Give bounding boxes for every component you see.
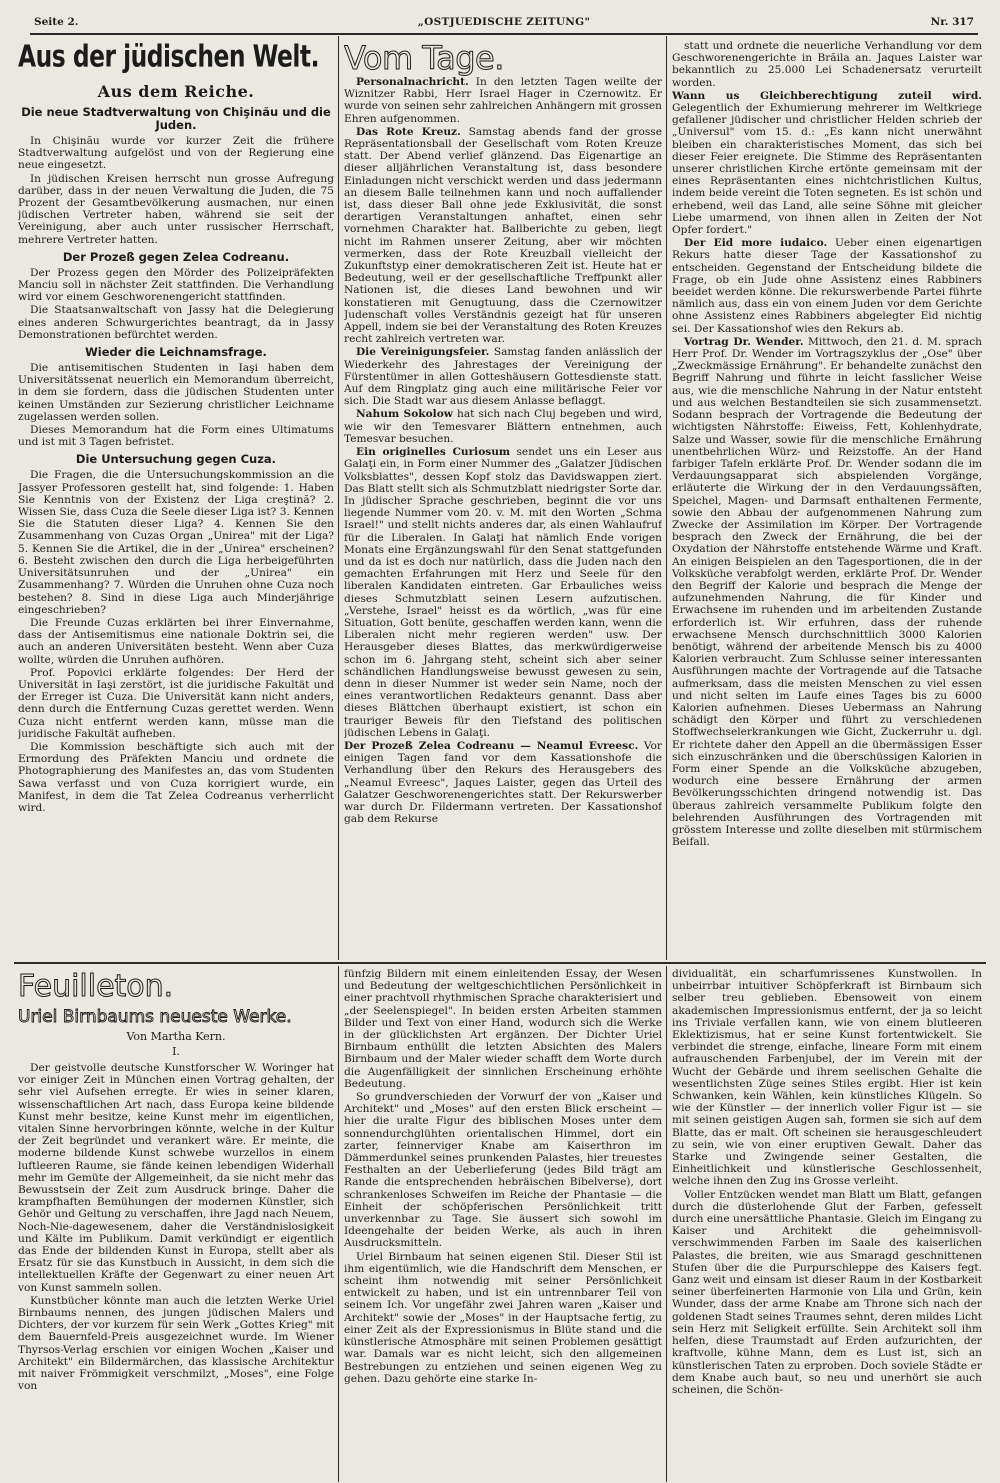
news-item	[344, 740, 662, 825]
news-item	[672, 40, 982, 89]
column-rule-4	[666, 966, 667, 1482]
column-3	[672, 40, 982, 960]
news-item-lead: Ein originelles Curiosum	[356, 446, 511, 459]
feuilleton-col1-text	[18, 1062, 334, 1392]
article-paragraph: In Chişinău wurde vor kurzer Zeit die frühere Stadtverwaltung aufgelöst und von der Regierung eine neue eingesetzt.	[18, 135, 334, 172]
column-rule-3	[338, 966, 339, 1482]
news-item-text: In den letzten Tagen weilte der Wiznitzer Rabbi, Herr Israel Hager in Czernowitz. Er wurde von seinen sehr zahlreichen Anhängern mit grossen Ehren aufgenommen.	[344, 76, 662, 125]
feuilleton-author: Von Martha Kern.	[126, 1030, 226, 1043]
section-title-vom-tage: Vom Tage.	[344, 40, 504, 77]
news-item-text: Samstag fanden anlässlich der Wiederkehr des Jahrestages der Vereinigung der Fürstentümer in allen Gotteshäusern Gottesdienste statt. Auf dem Ringplatz ging auch eine militärische Feier vor sich. Die Stadt war aus diesem Anlasse beflaggt.	[344, 346, 662, 408]
column-vom-tage	[344, 40, 662, 960]
news-item-lead: Personalnachricht.	[356, 76, 469, 88]
page-header	[34, 16, 974, 32]
article-paragraph: Prof. Popovici erklärte folgendes: Der Herd der Universität in Iaşi zerstört, ist die juridische Fakultät und der Erreger ist Cuza. Die Universität kann nicht anders, denn durch die Entfernung Cuzas gerettet werden. Wenn Cuza nicht entfernt werden kann, müsse man die juridische Fakultät aufheben.	[18, 666, 334, 740]
news-item-text: Mittwoch, den 21. d. M. sprach Herr Prof. Dr. Wender im Vortragszyklus der „Ose" über „Zweckmässige Ernährung". Er behandelte zunächst den Begriff Nahrung und führte in leicht fasslicher Weise aus, wie die menschliche Nahrung in der Natur entsteht und aus welchen Bestandteilen sie sich zusammensetzt. Sodann besprach der Vortragende die Bedeutung der wichtigsten Nährstoffe: Eiweiss, Fett, Kohlenhydrate, Salze und Wasser, sowie für die menschliche Ernährung unentbehrlichen Würz- und Reizstoffe. An der Hand farbiger Tafeln erklärte Prof. Dr. Wender sodann die im Verdauungsapparat sich abspielenden Vorgänge, erläuterte die Wirkung der in den Verdauungssäften, Speichel, Magen- und Darmsaft enthaltenen Fermente, sowie den Abbau der aufgenommenen Nahrung zum Zwecke der Assimilation im Körper. Der Vortragende besprach den Zweck der Ernährung, die bei der Oxydation der Nährstoffe entstehende Wärme und Kraft. An einigen Beispielen an den Tagesportionen, die in der Volksküche verabfolgt werden, erklärte Prof. Dr. Wender den Begriff der Kalorie und besprach die Menge der aufzunehmenden Nahrung, die für Kinder und Erwachsene im ruhenden und im arbeitenden Zustande erforderlich ist. Wir erfuhren, dass der ruhende erwachsene Mensch durchschnittlich 3000 Kalorien benötigt, während der arbeitende Mensch bis zu 4000 Kalorien verbraucht. Zum Schlusse seiner interessanten Ausführungen machte der Vortragende auf die Tatsache aufmerksam, dass die meisten Menschen zu viel essen und nicht selten im Laufe eines Tages bis zu 6000 Kalorien aufnehmen. Dieses Uebermass an Nahrung schädigt den Körper und führt zu verschiedenen Stoffwechselerkrankungen wie Gicht, Zuckerruhr u. dgl. Er richtete daher den Appell an die übermässigen Esser sich einzuschränken und die überschüssigen Kalorien in Form einer Spende an die Volksküche abzugeben, wodurch eine bessere Ernährung der armen Bevölkerungsschichten dringend notwendig ist. Das überaus zahlreich versammelte Publikum folgte den belehrenden Ausführungen des Vortragenden mit grösstem Interesse und zollte dieselben mit stürmischem Beifall.	[672, 335, 982, 849]
news-item-lead: Der Eid more iudaico.	[684, 237, 828, 250]
feuilleton-paragraph: dividualität, ein scharfumrissenes Kunstwollen. In unbeirrbar intuitiver Schöpferkraft ist Birnbaum sich selber treu geblieben. Ebensoweit von einem akademischen Impressionismus entfernt, der ja so leicht ins Triviale verfallen kann, wie von einem blutleeren Eklektizismus, hat er seine Kunst fortentwickelt. Sie verbindet die strenge, einfache, lineare Form mit einem aufrauschenden Farbenjubel, der im Verein mit der Wucht der Gebärde und ihrem seelischen Gehalte die wesentlichsten Züge seines Stiles ergibt. Hier ist kein Schwanken, kein Wählen, kein künstliches Klügeln. So wie der Künstler — der innerlich voller Figur ist — sie mit seinen geistigen Augen sah, formen sie sich auf dem Blatte, das er malt. Oft scheinen sie herausgeschleudert zu sein, wie von einer eruptiven Gewalt. Daher das Starke und Zwingende seiner Gestalten, die Einheitlichkeit und künstlerische Geschlossenheit, welche ihnen den Zug ins Grosse verleiht.	[672, 968, 982, 1188]
news-item	[344, 408, 662, 445]
article-paragraph: Die antisemitischen Studenten in Iaşi haben dem Universitätssenat neuerlich ein Memorandum überreicht, in dem sie fordern, dass die jüdischen Studenten unter keinen Umständen zur Sezierung christlicher Leichname zugelassen werden sollen.	[18, 362, 334, 423]
col2-items	[344, 76, 662, 825]
feuilleton-paragraph: So grundverschieden der Vorwurf der von „Kaiser und Architekt" und „Moses" auf den ersten Blick erscheint — hier die uralte Figur des biblischen Moses unter dem sonnendurchglühten orientalischen Himmel, dort ein zarter, feinnerviger Knabe am Kaiserthron im Dämmerdunkel seines prunkenden Palastes, hier treuestes Festhalten an der Ueberlieferung (jedes Bild trägt am Rande die entsprechenden hebräischen Bibelverse), dort schrankenloses Schweifen im Reiche der Phantasie — die Einheit der schöpferischen Persönlichkeit tritt unverkennbar zu Tage. Sie äussert sich sowohl im Ideengehalte der beiden Werke, als auch in ihren Ausdrucksmitteln.	[344, 1091, 662, 1250]
news-item	[344, 346, 662, 407]
article-title: Die Untersuchung gegen Cuza.	[75, 452, 277, 467]
news-item-lead: Der Prozeß Zelea Codreanu — Neamul Evreesc.	[344, 739, 639, 752]
news-item	[672, 237, 982, 335]
feuilleton-rule	[14, 962, 986, 964]
news-item-lead: Die Vereinigungsfeier.	[356, 346, 490, 359]
news-item-lead: Vortrag Dr. Wender.	[684, 335, 804, 348]
news-item-text: statt und ordnete die neuerliche Verhandlung vor dem Geschworenengerichte in Brăila an. Jaques Laister war bekanntlich zu 25.000 Lei Schadenersatz verurteilt worden.	[672, 40, 982, 89]
feuilleton-col-1	[18, 968, 334, 1480]
article-paragraph: Der Prozess gegen den Mörder des Polizeipräfekten Manciu soll in nächster Zeit stattfinden. Die Verhandlung wird vor einem Geschworenengericht stattfinden.	[18, 266, 334, 304]
article-title: Wieder die Leichnamsfrage.	[85, 345, 267, 360]
page-number: Seite 2.	[34, 16, 79, 28]
article-paragraph: Dieses Memorandum hat die Form eines Ultimatums und ist mit 3 Tagen befristet.	[18, 424, 334, 449]
col3-items	[672, 40, 982, 848]
article-title: Der Prozeß gegen Zelea Codreanu.	[62, 249, 290, 264]
header-rule	[30, 33, 978, 35]
feuilleton-paragraph: Uriel Birnbaum hat seinen eigenen Stil. Dieser Stil ist ihm eigentümlich, wie die Handschrift dem Menschen, er scheint ihm notwendig mit seiner Persönlichkeit entwickelt zu haben, und ist ein untrennbarer Teil von seinem Ich. Vor ungefähr zwei Jahren waren „Kaiser und Architekt" sowie der „Moses" in der Hauptsache fertig, zu einer Zeit als der Expressionismus in Blüte stand und die künstlerische Atmosphäre mit seinen Problemen gesättigt war. Damals war es nicht leicht, sich den allgemeinen Bestrebungen zu entziehen und seinen eigenen Weg zu gehen. Dazu gehörte eine starke In-	[344, 1250, 662, 1385]
feuilleton-paragraph: Kunstbücher könnte man auch die letzten Werke Uriel Birnbaums nennen, des jungen jüdischen Malers und Dichters, der vor kurzem für sein Werk „Gottes Krieg" mit dem Bauernfeld-Preis ausgezeichnet wurde. Im Wiener Thyrsos-Verlag erschien vor einigen Wochen „Kaiser und Architekt" ein Bildermärchen, das klassische Architektur mit naiver Frömmigkeit verschmilzt, „Moses", eine Folge von	[18, 1294, 334, 1393]
news-item	[672, 336, 982, 849]
article-paragraph: Die Freunde Cuzas erklärten bei ihrer Einvernahme, dass der Antisemitismus eine nationale Doktrin sei, die auch an anderen Universitäten besteht. Wenn aber Cuza wollte, würden die Unruhen aufhören.	[18, 616, 334, 666]
col1-articles	[18, 106, 334, 814]
issue-number: Nr. 317	[930, 16, 974, 28]
article-title: Die neue Stadtverwaltung von Chişinău und die Juden.	[21, 105, 331, 132]
feuilleton-part: I.	[172, 1045, 180, 1058]
column-rule-1	[338, 36, 339, 960]
news-item-text: sendet uns ein Leser aus Galaţi ein, in Form einer Nummer des „Galatzer Jüdischen Volksblattes", dessen Kopf stolz das Davidswappen ziert. Das Blatt stellt sich als Schmutzblatt niedrigster Sorte dar. In jüdischer Sprache geschrieben, beginnt die vor uns liegende Nummer vom 20. v. M. mit den Worten „Schma Israel!" und stellt nichts anderes dar, als einen Wahlaufruf für die Liberalen. In Galaţi hat nämlich Ende vorigen Monats eine Ergänzungswahl für den Senat stattgefunden und da ist es doch nur natürlich, dass die Juden nach den gemachten Erfahrungen mit Herz und Seele für den liberalen Kandidaten eintreten. Gar Erbauliches weiss dieses Schmutzblatt seinen Lesern aufzutischen. „Verstehe, Israel" heisst es da wörtlich, „was für eine Situation, Gott benüte, geschaffen werden kann, wenn die Liberalen nicht mehr regieren werden" usw. Der Herausgeber dieses Blattes, das merkwürdigerweise schon im 6. Jahrgang steht, scheint sich aber seiner schändlichen Handlungsweise bewusst gewesen zu sein, denn in dieser Nummer ist weder sein Name, noch der eines verantwortlichen Redakteurs genannt. Dass aber dieses Blättchen überhaupt existiert, ist schon ein trauriger Beweis für den Tiefstand des politischen jüdischen Lebens in Galaţi.	[344, 446, 662, 739]
article-paragraph: Die Fragen, die die Untersuchungskommission an die Jassyer Professoren gestellt hat, sind folgende: 1. Haben Sie Kenntnis von der Existenz der Liga creştină? 2. Wissen Sie, dass Cuza die Seele dieser Liga ist? 3. Kennen Sie die Statuten dieser Liga? 4. Kennen Sie den Zusammenhang von Cuzas Organ „Unirea" mit der Liga? 5. Kennen Sie die Artikel, die in der „Unirea" erscheinen? 6. Besteht zwischen den durch die Liga herbeigeführten Universitätsunruhen und der „Unirea" ein Zusammenhang? 7. Würden die Unruhen ohne Cuza noch bestehen? 8. Sind in diese Liga auch Minderjährige eingeschrieben?	[18, 469, 334, 616]
column-rule-2	[666, 36, 667, 960]
news-item	[672, 90, 982, 236]
news-item-text: Vor einigen Tagen fand vor dem Kassationshofe die Verhandlung über den Rekurs des Herausgebers des „Neamul Evreesc", Jaques Laister, gegen das Urteil des Galatzer Geschworenengerichtes statt. Der Rekurswerber war durch Dr. Fildermann vertreten. Der Kassationshof gab dem Rekurse	[344, 739, 662, 826]
feuilleton-col3-text	[672, 968, 982, 1396]
news-item	[344, 446, 662, 739]
feuilleton-col2-text	[344, 968, 662, 1385]
article-paragraph: Die Staatsanwaltschaft von Jassy hat die Delegierung eines anderen Schwurgerichtes beantragt, da in Jassy Demonstrationen befürchtet werden.	[18, 304, 334, 341]
feuilleton-col-3	[672, 968, 982, 1480]
section-title-juedische-welt: Aus der jüdischen Welt.	[18, 40, 319, 75]
newspaper-title: „OSTJUEDISCHE ZEITUNG"	[417, 16, 591, 28]
feuilleton-col-2	[344, 968, 662, 1480]
news-item-lead: Das Rote Kreuz.	[356, 125, 461, 138]
article-paragraph: Die Kommission beschäftigte sich auch mit der Ermordung des Präfekten Manciu und ordnete die Photographierung des Manifestes an, das vom Studenten Sawa verfasst und von Cuza korrigiert wurde, ein Manifest, in dem die Tat Zelea Codreanus verherrlicht wird.	[18, 740, 334, 814]
news-item-lead: Wann us Gleichberechtigung zuteil wird.	[672, 89, 982, 102]
feuilleton-paragraph: Voller Entzücken wendet man Blatt um Blatt, gefangen durch die düsterlohende Glut der Farben, gefesselt durch eine unersättliche Phantasie. Gleich im Eingang zu Kaiser und Architekt die geheimnisvoll-verschwimmenden Farben im Saale des kaiserlichen Palastes, die breiten, wie aus Smaragd geschnittenen Stufen über die die Purpurschleppe des Kaisers fegt. Ganz weit und einsam ist dieser Raum in der Kostbarkeit seiner überfeinerten Harmonie von Lila und Grün, kein Wunder, dass der arme Knabe am Throne sich nach der goldenen Stadt seines Traumes sehnt, deren mildes Licht sein Herz mit Seligkeit erfüllte. Sein Architekt soll ihm helfen, diese Traumstadt auf Erden aufzurichten, der kraftvolle, kühne Mann, dem es Lust ist, sich an künstlerischen Taten zu erproben. Doch soviele Städte er dem Knabe auch baut, so neu und unerhört sie auch scheinen, die Schön-	[672, 1188, 982, 1396]
feuilleton-title: Feuilleton.	[18, 969, 174, 1004]
news-item-text: hat sich nach Cluj begeben und wird, wie wir den Temesvarer Blättern entnehmen, auch Temesvar besuchen.	[344, 408, 662, 445]
news-item-text: Gelegentlich der Exhumierung mehrerer im Weltkriege gefallener jüdischer und christlicher Helden schrieb der „Universul" vom 15. d.: „Es kann nicht unerwähnt bleiben ein charakteristisches Moment, das sich bei dieser Feier ereignete. Die Stimme des Repräsentanten unserer christlichen Kirche ertönte gemeinsam mit der eines Repräsentanten eines nichtchristlichen Kultus, indem beide vereint die Toten segneten. Es ist schön und erhebend, weil das Land, alle seine Söhne mit gleicher Liebe umarmend, von ihnen allen in Zeiten der Not Opfer fordert."	[672, 102, 982, 237]
news-item-text: Samstag abends fand der grosse Repräsentationsball der Gesellschaft vom Roten Kreuze statt. Der Abend verlief glänzend. Das Eigenartige an dieser alljährlichen Veranstaltung ist, dass besondere Einladungen nicht verschickt werden und dass jedermann an diesem Balle teilnehmen kann und noch auffallender ist, dass dieser Ball ohne jede Exklusivität, die sonst derartigen Veranstaltungen anhaftet, einen sehr vornehmen Charakter hat. Ballberichte zu geben, liegt nicht im Rahmen unserer Zeitung, aber wir möchten vermerken, dass der Rote Kreuzball vielleicht der Zukunftstyp einer demokratischeren Zeit ist. Heute hat er Bedeutung, weil er der gesellschaftliche Treffpunkt aller Nationen ist, die dieses Land bewohnen und wir konstatieren mit Genugtuung, dass die Czernowitzer Judenschaft volles Verständnis gezeigt hat für unseren Appell, indem sie bei der Veranstaltung des Roten Kreuzes recht zahlreich vertreten war.	[344, 125, 662, 346]
news-item	[344, 126, 662, 346]
news-item	[344, 76, 662, 125]
article-paragraph: In jüdischen Kreisen herrscht nun grosse Aufregung darüber, dass in der neuen Verwaltung die Juden, die 75 Prozent der Gesamtbevölkerung ausmachen, nur einen jüdischen Vertreter haben, während sie seit der Vereinigung, aber auch unter russischer Herrschaft, mehrere Vertreter hatten.	[18, 172, 334, 246]
column-juedische-welt	[18, 40, 334, 960]
feuilleton-paragraph: Der geistvolle deutsche Kunstforscher W. Woringer hat vor einiger Zeit in München einen Vortrag gehalten, der sehr viel Aufsehen erregte. Er wies in seiner klaren, wissenschaftlichen Art nach, dass Europa keine bildende Kunst mehr besitze, keine Kunst mehr im eigentlichen, vitalen Sinne hervorbringen könnte, welche in der Kultur der Zeit begründet und verankert wäre. Er meinte, die moderne bildende Kunst schwebe wurzellos in einem luftleeren Raume, sie fände keinen lebendigen Widerhall mehr im Gemüte der Allgemeinheit, da sie nicht mehr das Bewusstsein der Zeit zum Ausdruck bringe. Daher die krampfhaften Bemühungen der modernen Künstler, sich Gehör und Geltung zu verschaffen, ihre Jagd nach Neuem, Noch-Nie-dagewesenem, daher die Verständnislosigkeit und Kälte im Publikum. Damit verkündigt er eigentlich das Ende der bildenden Kunst in Europa, stellt aber als Ersatz für sie das Kunstbuch in Aussicht, in dem sich die intellektuellen Kräfte der Gegenwart zu einer neuen Art von Kunst sammeln sollen.	[18, 1062, 334, 1294]
feuilleton-subtitle: Uriel Birnbaums neueste Werke.	[18, 1007, 292, 1027]
news-item-lead: Nahum Sokolow	[356, 408, 453, 421]
news-item-text: Ueber einen eigenartigen Rekurs hatte dieser Tage der Kassationshof zu entscheiden. Gegenstand der Entscheidung bildete die Frage, ob ein Jude ohne Assistenz eines Rabbiners beeidet werden könne. Die rekurswerbende Partei führte nämlich aus, dass ein von einem Juden vor dem Gerichte ohne Assistenz eines Rabbiners abgelegter Eid nichtig sei. Der Kassationshof wies den Rekurs ab.	[672, 237, 982, 335]
subsection-title: Aus dem Reiche.	[97, 82, 255, 101]
feuilleton-paragraph: fünfzig Bildern mit einem einleitenden Essay, der Wesen und Bedeutung der weltgeschichtlichen Persönlichkeit in einer prachtvoll rhythmischen Sprache charakterisiert und „der Seelenspiegel". In beiden ersten Arbeiten stammen Bilder und Text von einer Hand, wodurch sich die Werke in der glücklichsten Art ergänzen. Der Dichter Uriel Birnbaum enthüllt die letzten Absichten des Malers Birnbaum und der Maler wieder schafft dem Worte durch die Augenfälligkeit der sinnlichen Erscheinung erhöhte Bedeutung.	[344, 968, 662, 1090]
